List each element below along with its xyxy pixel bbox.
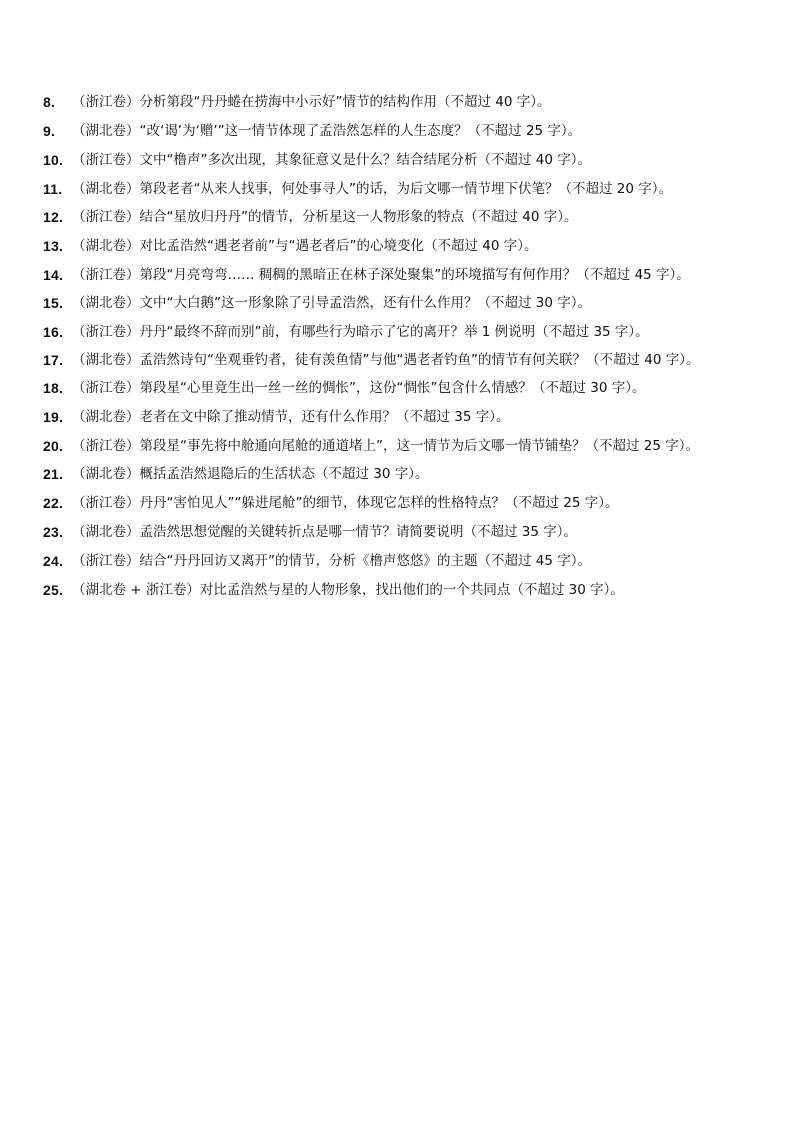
question-item (43, 322, 733, 343)
question-item (43, 407, 733, 428)
question-item (43, 436, 733, 457)
question-text: （浙江卷）丹丹“最终不辞而别”前，有哪些行为暗示了它的离开？举 1 例说明（不超过 35 字）。 (72, 324, 649, 340)
question-text: （浙江卷）丹丹“害怕见人”“躲进尾舱”的细节，体现它怎样的性格特点？（不超过 25 字）。 (72, 495, 619, 511)
question-number: 11. (43, 181, 63, 197)
question-number: 22. (43, 495, 64, 511)
question-number: 25. (43, 582, 64, 598)
question-item (43, 150, 733, 171)
question-text: （湖北卷）概括孟浩然退隐后的生活状态（不超过 30 字）。 (72, 466, 429, 482)
question-text: （湖北卷）“改‘谒’为‘赠’”这一情节体现了孟浩然怎样的人生态度？（不超过 25 字）。 (72, 123, 582, 139)
question-text: （湖北卷）孟浩然思想觉醒的关键转折点是哪一情节？请简要说明（不超过 35 字）。 (72, 524, 578, 540)
question-text: （湖北卷）第段老者“从来人找事，何处事寻人”的话，为后文哪一情节埋下伏笔？（不超过 20 字）。 (72, 181, 672, 197)
question-item (43, 378, 733, 399)
question-number: 9. (43, 123, 56, 139)
question-item (43, 236, 733, 257)
question-text: （湖北卷）老者在文中除了推动情节，还有什么作用？（不超过 35 字）。 (72, 409, 510, 425)
question-text: （浙江卷）第段星“事先将中舱通向尾舱的通道堵上”，这一情节为后文哪一情节铺垫？（不超过 25 字）。 (72, 438, 699, 454)
question-text: （浙江卷）第段星“心里竟生出一丝一丝的惆怅”，这份“惆怅”包含什么情感？（不超过 30 字）。 (72, 380, 646, 396)
question-number: 21. (43, 466, 64, 482)
question-number: 14. (43, 267, 64, 283)
question-text: （浙江卷）文中“橹声”多次出现，其象征意义是什么？结合结尾分析（不超过 40 字）。 (72, 152, 591, 168)
question-number: 10. (43, 152, 64, 168)
question-item (43, 293, 733, 314)
question-item (43, 522, 733, 543)
question-text: （湖北卷）孟浩然诗句“坐观垂钓者，徒有羡鱼情”与他“遇老者钓鱼”的情节有何关联？（不超过 40 字）。 (72, 352, 700, 368)
question-item (43, 92, 733, 113)
question-number: 23. (43, 524, 64, 540)
question-item (43, 580, 733, 601)
question-number: 16. (43, 324, 64, 340)
question-text: （浙江卷）第段“月亮弯弯…… 稠稠的黑暗正在林子深处聚集”的环境描写有何作用？（不超过 45 字）。 (72, 267, 690, 283)
question-text: （浙江卷）分析第段“丹丹蜷在捞海中小示好”情节的结构作用（不超过 40 字）。 (72, 94, 551, 110)
question-number: 8. (43, 94, 56, 110)
question-item (43, 121, 733, 142)
question-list (43, 92, 733, 609)
question-item (43, 551, 733, 572)
question-text: （浙江卷）结合“丹丹回访又离开”的情节，分析《橹声悠悠》的主题（不超过 45 字）。 (72, 553, 591, 569)
question-item (43, 464, 733, 485)
question-number: 17. (43, 352, 64, 368)
question-number: 12. (43, 209, 64, 225)
question-number: 15. (43, 295, 64, 311)
question-text: （湖北卷）文中“大白鹅”这一形象除了引导孟浩然，还有什么作用？（不超过 30 字）。 (72, 295, 591, 311)
question-number: 20. (43, 438, 64, 454)
question-item (43, 265, 733, 286)
question-number: 19. (43, 409, 64, 425)
question-number: 24. (43, 553, 64, 569)
question-item (43, 350, 733, 371)
question-text: （湖北卷 + 浙江卷）对比孟浩然与星的人物形象，找出他们的一个共同点（不超过 30 字）。 (72, 582, 624, 598)
question-item (43, 493, 733, 514)
question-number: 13. (43, 238, 64, 254)
question-text: （湖北卷）对比孟浩然“遇老者前”与“遇老者后”的心境变化（不超过 40 字）。 (72, 238, 538, 254)
question-number: 18. (43, 380, 64, 396)
question-item (43, 179, 733, 200)
question-text: （浙江卷）结合“星放归丹丹”的情节，分析星这一人物形象的特点（不超过 40 字）。 (72, 209, 578, 225)
question-item (43, 207, 733, 228)
